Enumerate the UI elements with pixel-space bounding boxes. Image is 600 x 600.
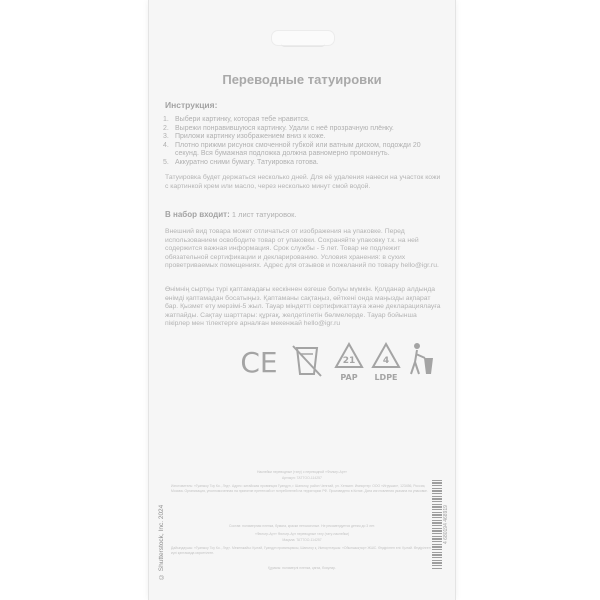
instruction-step: 3. Приложи картинку изображением вниз к коже. — [163, 133, 326, 141]
svg-text:21: 21 — [342, 356, 356, 366]
stock-watermark: © Shutterstock, Inc. 2024 — [158, 504, 165, 580]
recycle-ldpe-icon — [369, 340, 403, 384]
svg-text:LDPE: LDPE — [374, 373, 398, 382]
fine-print-line: Состав: полимерная пленка, бумага, краски нетоксичные. Не рекомендуется детям до 3 лет. — [229, 524, 375, 528]
warning-ru: Внешний вид товара может отличаться от изображения на упаковке. Перед использованием освободите товар от упаковки. Сохраняйте упаковку т.к. на ней содержится важная информация. Срок службы - 5 лет. Товар не подлежит обязательной сертификации и декларированию. Условия хранения: в сухих проветриваемых помещениях. Адрес для отзывов и пожеланий по товару hello@igr.ru. — [165, 228, 439, 270]
not-for-food-icon — [287, 340, 327, 380]
fine-print-block: Изготовитель: «Гуанжоу Тоу Ко., Лтд». Адрес: китайская провинция Гуандун, г. Шаньтоу, район Ченгхай, ул. Хеньинг. Импортер: ООО «Игрушки», 123456, Россия, Москва. Организация, уполномоченная на принятие претензий от потребителей на территории РФ. Произведено в Китае. Дата изготовления указана на упаковке. — [171, 484, 428, 493]
kit-contents — [165, 210, 297, 219]
instruction-step: 2. Вырежи понравившуюся картинку. Удали с неё прозрачную плёнку. — [163, 124, 394, 132]
fine-print-line: Мақала: TATTOO-114257 — [282, 538, 322, 542]
svg-text:4: 4 — [382, 356, 390, 366]
instruction-heading: Инструкция: — [165, 100, 218, 110]
svg-text:CE: CE — [240, 346, 278, 379]
ce-mark-icon — [237, 340, 281, 384]
instruction-steps — [163, 116, 445, 168]
recycle-pap-icon — [333, 340, 365, 384]
warning-kz: Өнімнің сыртқы түрі қаптамадағы кескіннен өзгеше болуы мүмкін. Қолданар алдында өнімді қаптамадан босатыңыз. Қаптаманы сақтаңыз, өйткені онда маңызды ақпарат бар. Қызмет ету мерзімі-5 жыл. Тауар міндетті сертификаттауға және декларациялауға жатпайды. Сақтау шарттары: құрғақ, желдетілетін бөлмелерде. Тауар бойынша пікірлер мен тілектерге арналған мекенжай hello@igr.ru — [165, 286, 441, 328]
barcode — [432, 480, 448, 570]
barcode-bars — [432, 480, 442, 570]
instruction-step: 1. Выбери картинку, которая тебе нравится. — [163, 116, 310, 123]
tidy-man-icon — [407, 340, 435, 380]
hang-hole-shadow — [281, 40, 325, 47]
certification-icons — [237, 340, 437, 386]
fine-print-line: Артикул: TATTOO-114257 — [282, 476, 322, 480]
instruction-step: 5. Аккуратно сними бумагу. Татуировка готова. — [163, 158, 319, 166]
kit-value: 1 лист татуировок. — [231, 210, 297, 219]
instruction-step: 4. Плотно прижми рисунок смоченной губкой или ватным диском, подожди 20 секунд. Вся бумажная подложка должна равномерно промокнуть. — [163, 141, 421, 158]
tattoo-package-back — [148, 0, 456, 600]
removal-note: Татуировка будет держаться несколько дней. Для её удаления нанеси на участок кожи с картинкой крем или масло, через несколько минут смой водой. — [165, 174, 441, 190]
fine-print-block: Дайындаушы: «Гуанжоу Тоу Ко., Лтд». Мекенжайы: Қытай, Гуандун провинциясы, Шаньтоу қ. Импорттаушы: «Ойыншықтар» ЖШС. Өндірілген елі: Қытай. Өндірілген күні қаптамада көрсетілген. — [171, 546, 431, 555]
svg-text:PAP: PAP — [340, 373, 358, 382]
package-title: Переводные татуировки — [222, 72, 382, 87]
kit-label: В набор входит: — [165, 210, 230, 219]
fine-print-line: «Фильтр-Арт» Фильтр-Арт переводные тату (тату-наклейки) — [254, 532, 350, 536]
fine-print-line: Наклейки переводные (тату) с переводной «Фильтр-Арт» — [256, 470, 348, 474]
fine-print-line: Құрамы: полимерлі пленка, қағаз, бояулар. — [267, 566, 337, 570]
barcode-digits: 4 680194 468919 — [443, 505, 449, 545]
